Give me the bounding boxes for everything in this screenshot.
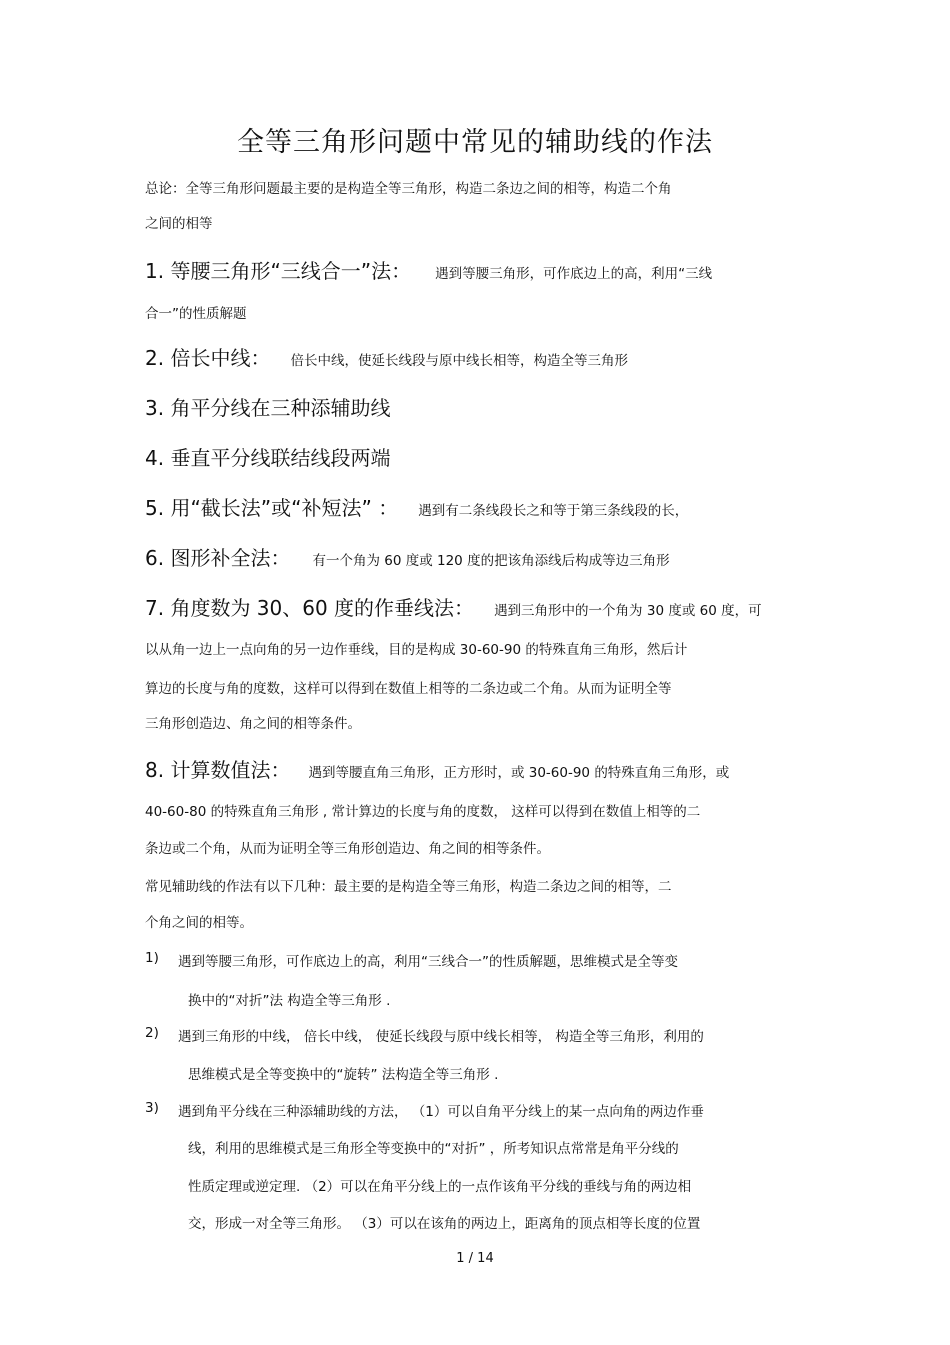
summary-line-2: 之间的相等 (145, 216, 213, 232)
section-3-heading: 3. 角平分线在三种添辅助线 (145, 396, 391, 420)
section-8-text: 遇到等腰直角三角形，正方形时，或 30-60-90 的特殊直角三角形，或 (308, 765, 730, 781)
section-7-continuation-1: 以从角一边上一点向角的另一边作垂线，目的是构成 30-60-90 的特殊直角三角形，然后计 (145, 642, 688, 658)
section-2-text: 倍长中线，使延长线段与原中线长相等，构造全等三角形 (290, 353, 628, 369)
method-2-line-1: 遇到三角形的中线， 倍长中线， 使延长线段与原中线长相等， 构造全等三角形，利用的 (178, 1029, 704, 1045)
document-title: 全等三角形问题中常见的辅助线的作法 (237, 127, 713, 158)
section-1-text: 遇到等腰三角形，可作底边上的高，利用“三线 (435, 266, 713, 282)
section-5-heading: 5. 用“截长法”或“补短法” ： (145, 496, 399, 520)
section-6 (145, 542, 670, 571)
section-8 (145, 754, 729, 783)
section-5 (145, 492, 688, 521)
methods-intro-1: 常见辅助线的作法有以下几种：最主要的是构造全等三角形，构造二条边之间的相等，二 (145, 879, 672, 895)
method-3-line-1: 遇到角平分线在三种添辅助线的方法， （1）可以自角平分线上的某一点向角的两边作垂 (178, 1104, 704, 1120)
method-2-number: 2) (145, 1025, 159, 1041)
section-2-heading: 2. 倍长中线： (145, 346, 271, 370)
section-8-heading: 8. 计算数值法： (145, 758, 291, 782)
section-6-heading: 6. 图形补全法： (145, 546, 291, 570)
method-3-line-4: 交，形成一对全等三角形。 （3）可以在该角的两边上，距离角的顶点相等长度的位置 (188, 1216, 701, 1232)
section-1-heading: 1. 等腰三角形“三线合一”法： (145, 259, 412, 283)
section-2 (145, 342, 628, 371)
method-3-number: 3) (145, 1100, 159, 1116)
summary-line-1: 总论：全等三角形问题最主要的是构造全等三角形，构造二条边之间的相等，构造二个角 (145, 181, 672, 197)
page-number: 1 / 14 (456, 1251, 494, 1266)
section-7 (145, 592, 762, 621)
section-1 (145, 255, 712, 284)
method-3-line-2: 线，利用的思维模式是三角形全等变换中的“对折” ，所考知识点常常是角平分线的 (188, 1141, 679, 1157)
section-8-continuation-1: 40-60-80 的特殊直角三角形 , 常计算边的长度与角的度数， 这样可以得到在数值上相等的二 (145, 804, 701, 820)
section-7-heading: 7. 角度数为 30、60 度的作垂线法： (145, 596, 475, 620)
section-1-continuation: 合一”的性质解题 (145, 306, 247, 322)
section-7-continuation-2: 算边的长度与角的度数，这样可以得到在数值上相等的二条边或二个角。从而为证明全等 (145, 681, 672, 697)
section-7-text: 遇到三角形中的一个角为 30 度或 60 度，可 (494, 603, 762, 619)
section-6-text: 有一个角为 60 度或 120 度的把该角添线后构成等边三角形 (312, 553, 670, 569)
section-4-heading: 4. 垂直平分线联结线段两端 (145, 446, 391, 470)
method-3-line-3: 性质定理或逆定理. （2）可以在角平分线上的一点作该角平分线的垂线与角的两边相 (188, 1179, 692, 1195)
method-2-line-2: 思维模式是全等变换中的“旋转” 法构造全等三角形 . (188, 1067, 499, 1083)
method-1-line-1: 遇到等腰三角形，可作底边上的高，利用“三线合一”的性质解题，思维模式是全等变 (178, 954, 678, 970)
section-8-continuation-2: 条边或二个角，从而为证明全等三角形创造边、角之间的相等条件。 (145, 841, 550, 857)
section-5-text: 遇到有二条线段长之和等于第三条线段的长， (418, 503, 689, 519)
method-1-line-2: 换中的“对折”法 构造全等三角形 . (188, 993, 391, 1009)
section-7-continuation-3: 三角形创造边、角之间的相等条件。 (145, 716, 361, 732)
method-1-number: 1) (145, 950, 159, 966)
methods-intro-2: 个角之间的相等。 (145, 915, 253, 931)
